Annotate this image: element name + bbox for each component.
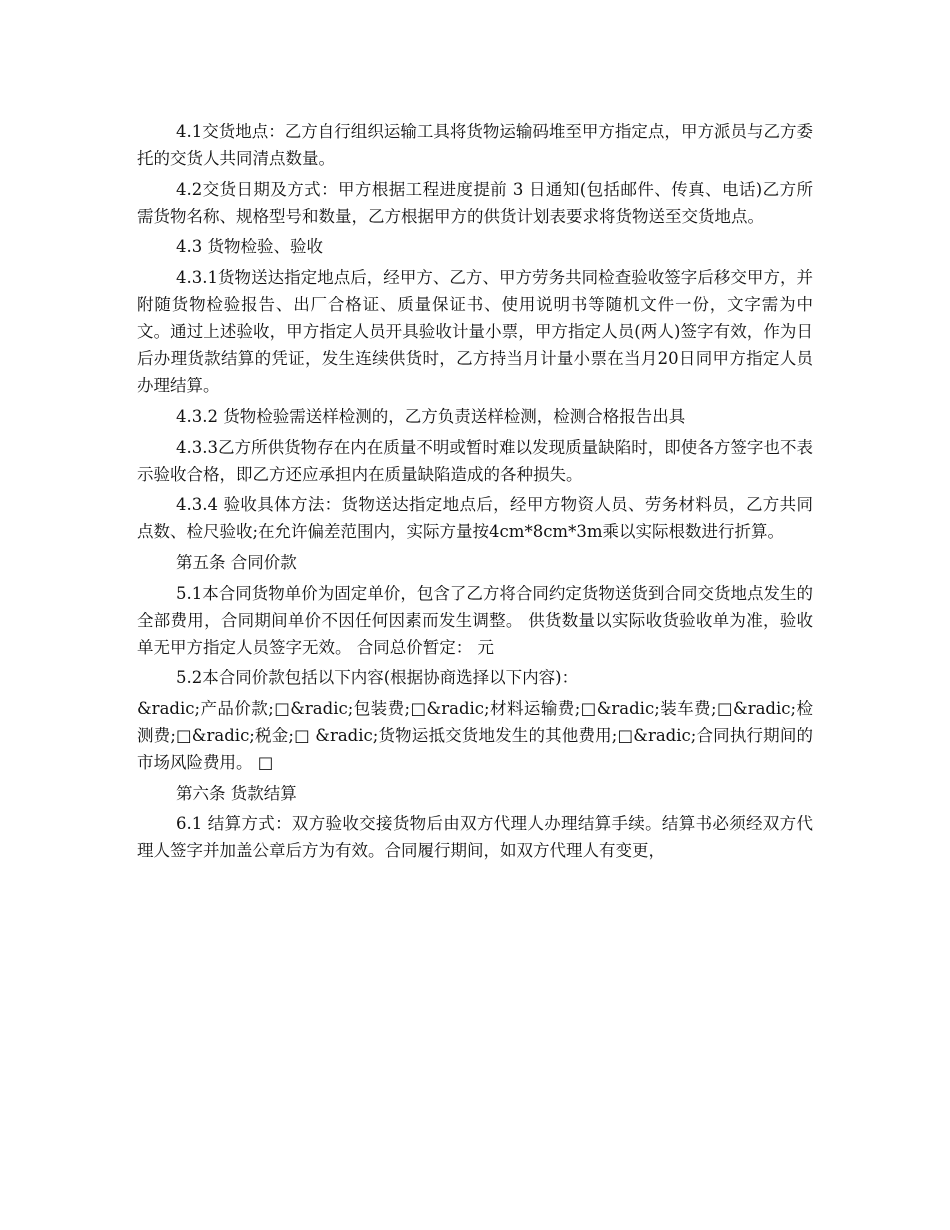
article-5-heading: 第五条 合同价款: [176, 552, 297, 572]
clause-5-2-price-contents: 5.2本合同价款包括以下内容(根据协商选择以下内容)：: [176, 668, 579, 688]
document-body: [137, 118, 813, 868]
clause-4-3-1-inspection: 4.3.1货物送达指定地点后，经甲方、乙方、甲方劳务共同检查验收签字后移交甲方，并附随货物检验报告、出厂合格证、质量保证书、使用说明书等随机文件一份，文字需为中文。通过上述验收，甲方指定人员开具验收计量小票，甲方指定人员(两人)签字有效，作为日后办理货款结算的凭证，发生连续供货时，乙方持当月计量小票在当月20日同甲方指定人员办理结算。: [137, 267, 813, 396]
clause-4-3-heading: 4.3 货物检验、验收: [176, 237, 323, 257]
clause-4-3-4-acceptance-method: 4.3.4 验收具体方法：货物送达指定地点后，经甲方物资人员、劳务材料员，乙方共同点数、检尺验收;在允许偏差范围内，实际方量按4cm*8cm*3m乘以实际根数进行折算。: [137, 495, 813, 542]
article-6-heading: 第六条 货款结算: [176, 783, 297, 803]
clause-5-1-unit-price: 5.1本合同货物单价为固定单价，包含了乙方将合同约定货物送货到合同交货地点发生的全部费用，合同期间单价不因任何因素而发生调整。 供货数量以实际收货验收单为准，验收单无甲方指定人员签字无效。 合同总价暂定： 元: [137, 583, 813, 657]
clause-4-3-2-sample-testing: 4.3.2 货物检验需送样检测的，乙方负责送样检测，检测合格报告出具: [176, 406, 686, 426]
clause-4-3-3-latent-defects: 4.3.3乙方所供货物存在内在质量不明或暂时难以发现质量缺陷时，即使各方签字也不表示验收合格，即乙方还应承担内在质量缺陷造成的各种损失。: [137, 437, 813, 484]
clause-6-1-settlement-method: 6.1 结算方式：双方验收交接货物后由双方代理人办理结算手续。结算书必须经双方代理人签字并加盖公章后方为有效。合同履行期间，如双方代理人有变更，: [137, 814, 813, 861]
clause-4-1-delivery-location: 4.1交货地点：乙方自行组织运输工具将货物运输码堆至甲方指定点，甲方派员与乙方委托的交货人共同清点数量。: [137, 122, 813, 169]
clause-4-2-delivery-date-method: 4.2交货日期及方式：甲方根据工程进度提前 3 日通知(包括邮件、传真、电话)乙方所需货物名称、规格型号和数量，乙方根据甲方的供货计划表要求将货物送至交货地点。: [137, 179, 813, 226]
clause-5-2-checklist: &radic;产品价款;□&radic;包装费;□&radic;材料运输费;□&radic;装车费;□&radic;检测费;□&radic;税金;□ &radic;货物运抵交货地发生的其他费用;□&radic;合同执行期间的市场风险费用。 □: [137, 698, 813, 773]
